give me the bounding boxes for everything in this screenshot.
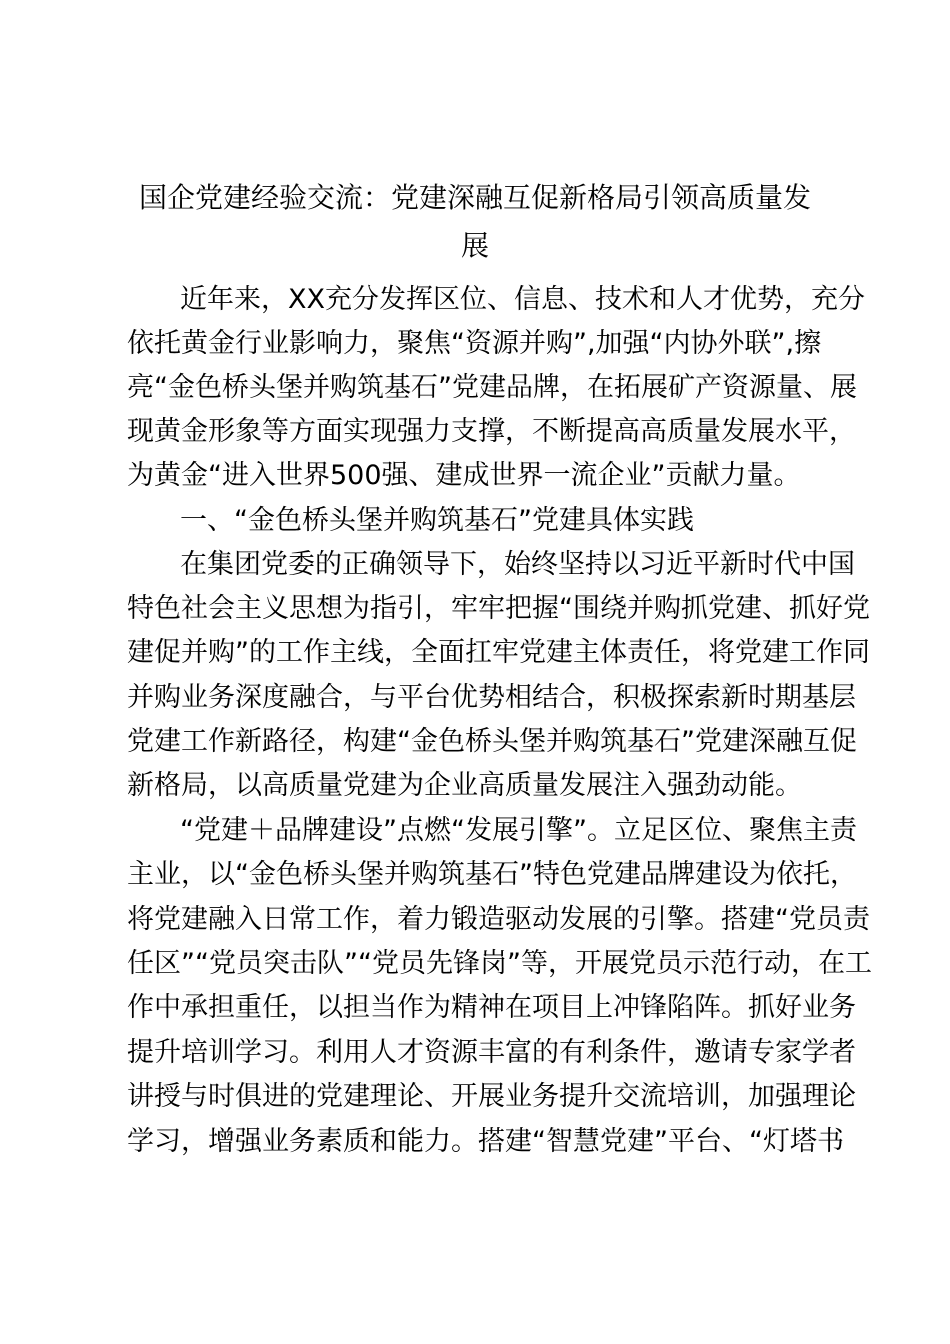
paragraph-2-line-3: 建促并购”的工作主线，全面扛牢党建主体责任，将党建工作同 [127,637,870,668]
document-title-line-1: 国企党建经验交流：党建深融互促新格局引领高质量发 [138,181,811,214]
paragraph-2-line-5: 党建工作新路径，构建“金色桥头堡并购筑基石”党建深融互促 [127,726,857,757]
paragraph-1-line-5: 为黄金“进入世界500强、建成世界一流企业”贡献力量。 [127,460,801,491]
paragraph-1-line-3: 亮“金色桥头堡并购筑基石”党建品牌，在拓展矿产资源量、展 [127,372,857,403]
document-title-line-2: 展 [460,229,489,262]
paragraph-1-line-2: 依托黄金行业影响力，聚焦“资源并购”,加强“内协外联”,擦 [127,328,822,359]
paragraph-1-line-1: 近年来，XX充分发挥区位、信息、技术和人才优势，充分 [180,284,865,315]
paragraph-3-line-4: 任区”“党员突击队”“党员先锋岗”等，开展党员示范行动，在工 [127,948,872,979]
paragraph-3-line-8: 学习，增强业务素质和能力。搭建“智慧党建”平台、“灯塔书 [127,1126,844,1157]
paragraph-3-line-5: 作中承担重任，以担当作为精神在项目上冲锋陷阵。抓好业务 [127,992,856,1023]
section-heading: 一、“金色桥头堡并购筑基石”党建具体实践 [180,505,694,536]
paragraph-3-line-3: 将党建融入日常工作，着力锻造驱动发展的引擎。搭建“党员责 [127,904,870,935]
paragraph-1-line-4: 现黄金形象等方面实现强力支撑，不断提高高质量发展水平， [127,416,856,447]
paragraph-2-line-2: 特色社会主义思想为指引，牢牢把握“围绕并购抓党建、抓好党 [127,593,870,624]
paragraph-2-line-4: 并购业务深度融合，与平台优势相结合，积极探索新时期基层 [127,682,856,713]
paragraph-2-line-6: 新格局，以高质量党建为企业高质量发展注入强劲动能。 [127,770,802,801]
paragraph-3-line-1: “党建＋品牌建设”点燃“发展引擎”。立足区位、聚焦主责 [180,815,857,846]
paragraph-3-line-6: 提升培训学习。利用人才资源丰富的有利条件，邀请专家学者 [127,1037,856,1068]
paragraph-3-line-7: 讲授与时俱进的党建理论、开展业务提升交流培训，加强理论 [127,1081,856,1112]
paragraph-2-line-1: 在集团党委的正确领导下，始终坚持以习近平新时代中国 [180,549,855,580]
paragraph-3-line-2: 主业，以“金色桥头堡并购筑基石”特色党建品牌建设为依托， [127,859,857,890]
